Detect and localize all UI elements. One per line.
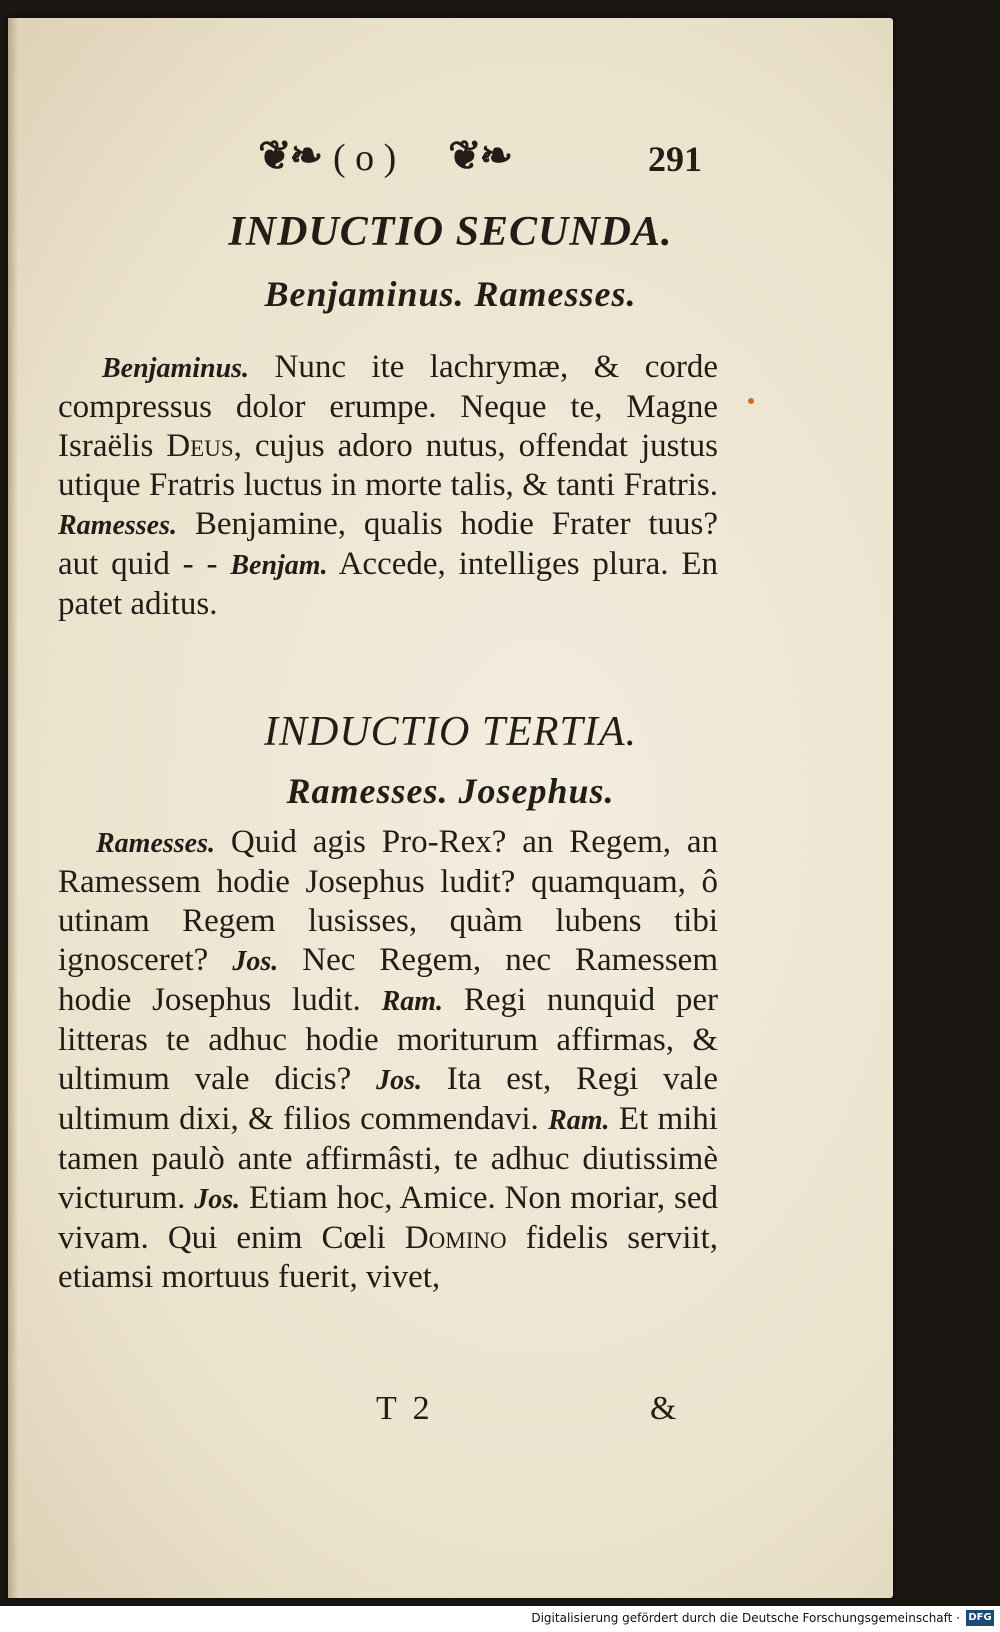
speaker-label: Ramesses.	[96, 828, 215, 859]
header-mark: ( o )	[333, 137, 397, 179]
speaker-label: Ram.	[548, 1105, 610, 1136]
signature-mark: T 2	[376, 1390, 434, 1427]
section-heading-secunda: INDUCTIO SECUNDA.	[228, 209, 673, 255]
speakers-line-tertia: Ramesses. Josephus.	[286, 771, 615, 811]
book-page	[8, 18, 893, 1598]
speaker-label: Ramesses.	[58, 510, 177, 541]
dialogue-text: , cujus adoro nutus, offendat justus utique Fratris luctus in morte talis, & tanti Fratris.	[58, 428, 719, 503]
page-edge-shadow	[8, 18, 18, 1598]
dialogue-paragraph-tertia	[58, 823, 718, 1297]
speaker-label: Ram.	[381, 986, 444, 1017]
speaker-label: Jos.	[194, 1184, 241, 1215]
dialogue-text: Nec Regem, nec Ramessem hodie Josephus ludit.	[58, 942, 718, 1018]
speaker-label: Benjam.	[230, 550, 328, 581]
ornament-right-icon: ❦❧	[448, 133, 512, 178]
catchword: &	[650, 1390, 677, 1427]
dfg-logo: DFG	[966, 1610, 994, 1626]
paper-speck	[748, 398, 754, 404]
dialogue-text: fidelis serviit, etiamsi mortuus fuerit, vivet,	[58, 1220, 718, 1295]
small-caps-word: Domino	[404, 1220, 507, 1256]
dialogue-paragraph-secunda	[58, 348, 718, 624]
dialogue-text: Nunc ite lachrymæ, & corde compressus dolor erumpe. Neque te, Magne Israëlis	[58, 349, 718, 464]
footer-credit: Digitalisierung gefördert durch die Deutsche Forschungsgemeinschaft ·	[531, 1611, 960, 1625]
dialogue-text: Ita est, Regi vale ultimum dixi, & filios commendavi.	[58, 1061, 718, 1137]
ornament-left-icon: ❦❧	[258, 133, 322, 178]
dialogue-text: Etiam hoc, Amice. Non moriar, sed vivam. Qui enim Cœli	[58, 1180, 718, 1256]
speaker-label: Benjaminus.	[102, 353, 250, 384]
speaker-label: Jos.	[376, 1065, 422, 1096]
dialogue-text: Quid agis Pro-Rex? an Regem, an Ramessem hodie Josephus ludit? quamquam, ô utinam Regem lusisses, quàm lubens tibi ignosceret?	[58, 824, 718, 978]
page-number: 291	[648, 139, 702, 179]
section-heading-tertia: INDUCTIO TERTIA.	[263, 709, 638, 755]
dialogue-text: Benjamine, qualis hodie Frater tuus? aut quid - -	[58, 506, 718, 582]
dialogue-text: Accede, intelliges plura. En patet aditus.	[58, 546, 718, 622]
dialogue-text: Et mihi tamen paulò ante affirmâsti, te adhuc diutissimè victurum.	[58, 1101, 718, 1216]
digitization-footer	[0, 1606, 1000, 1632]
speakers-line-secunda: Benjaminus. Ramesses.	[264, 274, 637, 314]
speaker-label: Jos.	[232, 946, 279, 977]
dialogue-text: Regi nunquid per litteras te adhuc hodie moriturum affirmas, & ultimum vale dicis?	[58, 982, 718, 1097]
small-caps-word: Deus	[166, 428, 234, 464]
running-header	[8, 128, 893, 188]
